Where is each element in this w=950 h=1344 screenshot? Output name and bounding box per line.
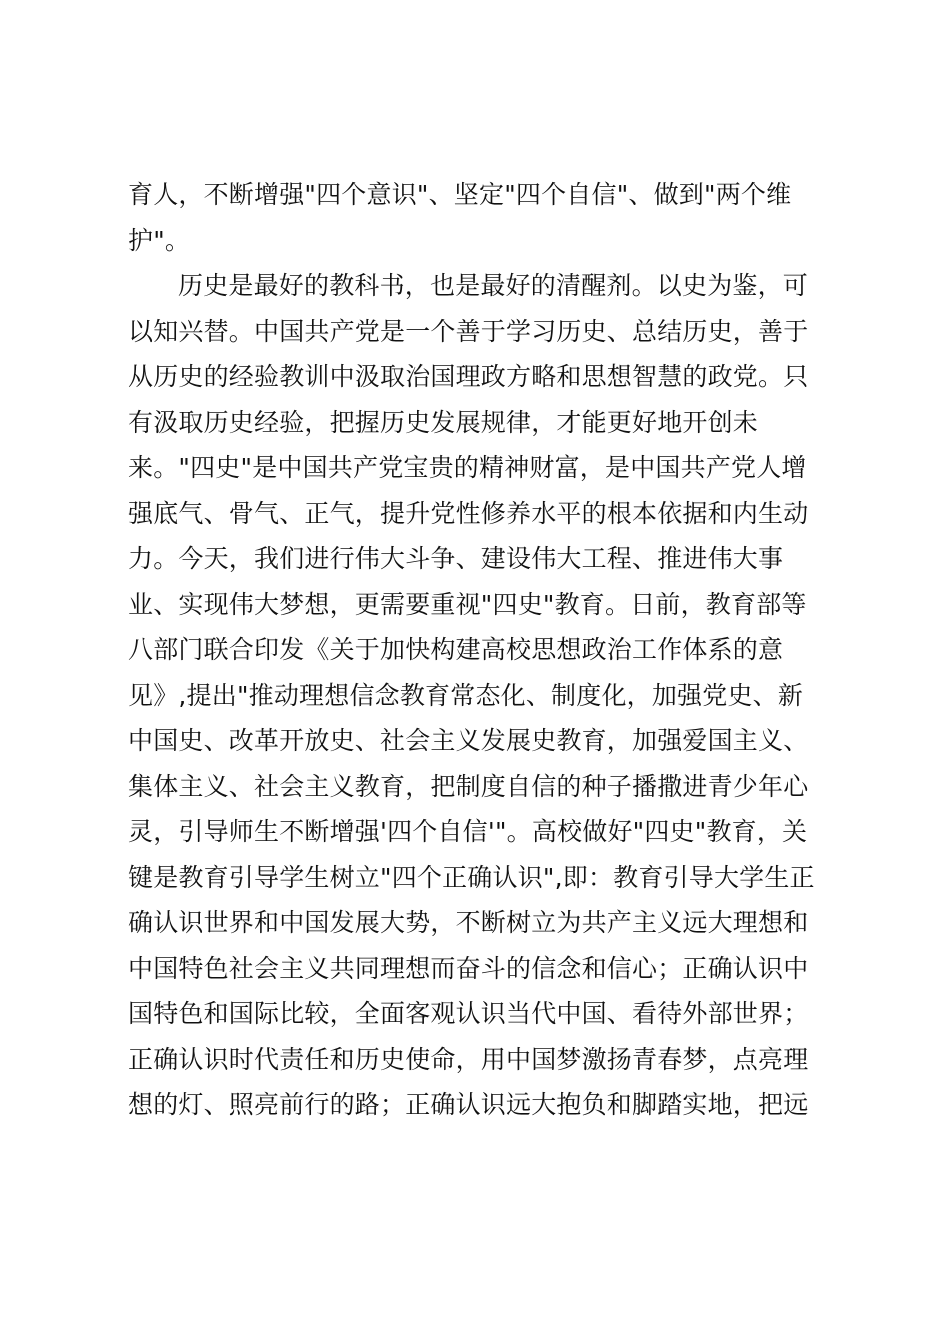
text-line: 确认识世界和中国发展大势，不断树立为共产主义远大理想和 <box>128 908 809 937</box>
paragraph-first-line: 历史是最好的教科书，也是最好的清醒剂。以史为鉴，可 <box>178 271 809 300</box>
text-line: 集体主义、社会主义教育，把制度自信的种子播撒进青少年心 <box>128 771 809 801</box>
text-line: 强底气、骨气、正气，提升党性修养水平的根本依据和内生动 <box>128 498 809 528</box>
body-text <box>128 172 828 1128</box>
text-line: 以知兴替。中国共产党是一个善于学习历史、总结历史，善于 <box>128 316 809 346</box>
text-line: 育人，不断增强"四个意识"、坚定"四个自信"、做到"两个维 <box>128 180 792 209</box>
text-line: 灵，引导师生不断增强'四个自信'"。高校做好"四史"教育，关 <box>128 817 808 846</box>
text-line: 正确认识时代责任和历史使命，用中国梦激扬青春梦，点亮理 <box>128 1044 809 1074</box>
text-line: 键是教育引导学生树立"四个正确认识",即：教育引导大学生正 <box>128 862 815 892</box>
text-line: 八部门联合印发《关于加快构建高校思想政治工作体系的意 <box>128 635 784 664</box>
text-line: 护"。 <box>128 225 191 255</box>
text-line: 来。"四史"是中国共产党宝贵的精神财富，是中国共产党人增 <box>128 453 807 482</box>
text-line: 见》,提出"推动理想信念教育常态化、制度化，加强党史、新 <box>128 680 804 710</box>
text-line: 中国特色社会主义共同理想而奋斗的信念和信心；正确认识中 <box>128 953 809 983</box>
text-line: 中国史、改革开放史、社会主义发展史教育，加强爱国主义、 <box>128 726 809 755</box>
text-line: 力。今天，我们进行伟大斗争、建设伟大工程、推进伟大事 <box>128 544 784 573</box>
text-line: 业、实现伟大梦想，更需要重视"四史"教育。日前，教育部等 <box>128 589 807 619</box>
text-line: 有汲取历史经验，把握历史发展规律，才能更好地开创未 <box>128 407 759 437</box>
text-line: 想的灯、照亮前行的路；正确认识远大抱负和脚踏实地，把远 <box>128 1090 809 1119</box>
text-line: 国特色和国际比较，全面客观认识当代中国、看待外部世界； <box>128 999 809 1028</box>
text-line: 从历史的经验教训中汲取治国理政方略和思想智慧的政党。只 <box>128 362 809 391</box>
